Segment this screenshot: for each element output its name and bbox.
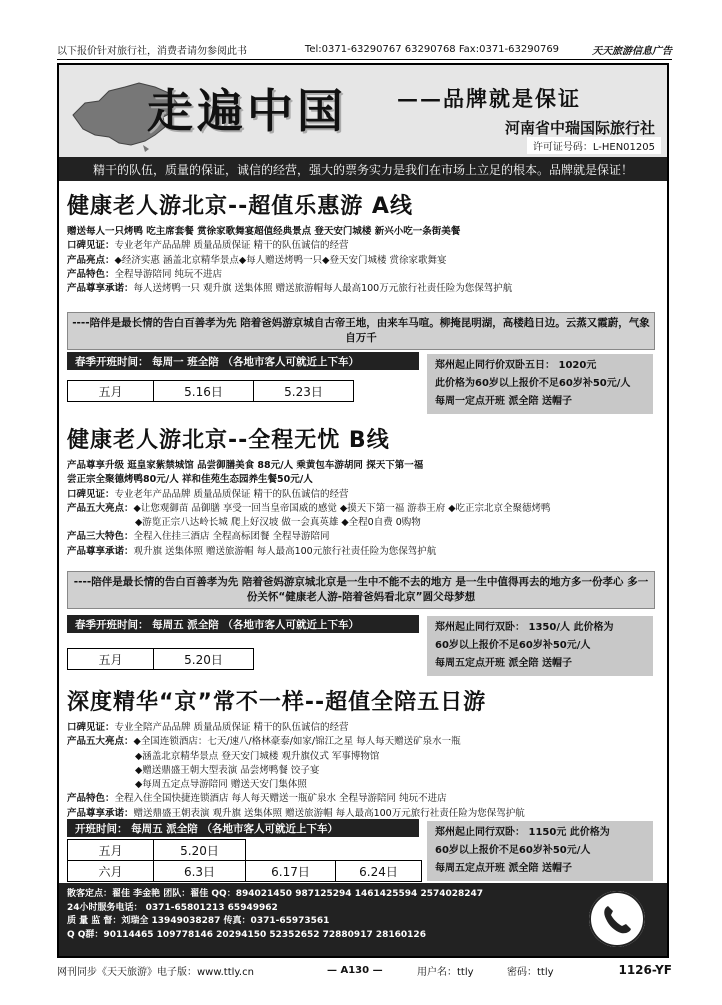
line-c-row: ◆赠送鼎盛王朝大型表演 品尝烤鸭餐 饺子宴 [135,764,320,776]
line-c-row: 产品五大亮点：◆全国连锁酒店：七天/速八/格林豪泰/如家/锦江之星 每人每天赠送矿泉水一瓶 [67,736,461,748]
line-c-row: ◆涵盖北京精华景点 登天安门城楼 观升旗仪式 军事博物馆 [135,750,380,762]
page-number: — A130 — [327,964,383,976]
line-b-info [67,459,657,559]
line-b-price-box: 郑州起止同行双卧： 1350/人 此价格为 60岁以上报价不足60岁补50元/人 每周五定点开班 派全陪 送帽子 [427,616,653,676]
date-cell: 6.17日 [246,861,336,882]
line-c-row: 产品尊享承诺：赠送鼎盛王朝表演 观升旗 送集体照 赠送旅游帽 每人最高100万元旅行社责任险为您保驾护航 [67,807,525,819]
line-a-row: 产品特色：全程导游陪同 纯玩不进店 [67,268,223,280]
top-info-line [57,40,672,60]
slogan: ——品牌就是保证 [397,86,581,111]
date-cell: 5.20日 [154,840,246,861]
header [59,65,667,157]
line-c-title: 深度精华“京”常不一样--超值全陪五日游 [67,690,487,715]
banner: 精干的队伍，质量的保证，诚信的经营，强大的票务实力是我们在市场上立足的根本。品牌就是保证！ [59,157,667,181]
brand-title: 走遍中国 [147,84,347,138]
line-c-row: ◆每周五定点导游陪同 赠送天安门集体照 [135,779,307,791]
agency-notice: 以下报价针对旅行社，消费者请勿参阅此书 [57,46,247,57]
line-a-highlight: 赠送每人一只烤鸭 吃主席套餐 赏徐家歌舞宴超值经典景点 登天安门城楼 新兴小吃一条街美餐 [67,226,461,237]
contact-line: 散客定点：翟佳 李金艳 团队：翟佳 QQ：894021450 987125294 1461425594 2574028247 [67,889,484,899]
line-b-upgrade: 产品尊享升级 逛皇家紫禁城馆 品尝御膳美食 88元/人 乘黄包车游胡同 探天下第一福 [67,460,424,471]
date-cell: 5.16日 [154,381,254,402]
contact-numbers: Tel:0371-63290767 63290768 Fax:0371-63290769 [304,44,560,55]
line-c-date-table [67,839,422,882]
line-c-info [67,721,657,821]
contact-line: 24小时服务电话： 0371-65801213 65949962 [67,902,278,913]
line-b-date-table [67,648,254,670]
line-a-quote: ----陪伴是最长情的告白百善孝为先 陪着爸妈游京城自古帝王地，由来车马喧。柳掩昆明湖，高楼趋日边。云蒸又霞蔚，气象自万千 [67,312,655,350]
ad-label: 天天旅游信息广告 [592,46,672,57]
line-a-row: 产品尊享承诺：每人送烤鸭一只 观升旗 送集体照 赠送旅游帽每人最高100万元旅行社责任险为您保驾护航 [67,283,513,295]
line-a-row: 口碑见证：专业老年产品品牌 质量品质保证 精干的队伍诚信的经营 [67,240,349,252]
contact-line: Q Q群：90114465 109778146 20294150 52352652 72880917 28160126 [67,929,426,940]
username: 用户名：ttly [417,966,474,978]
footer [57,960,672,980]
license-number: 许可证号码：L-HEN01205 [527,137,661,154]
line-b-row: 口碑见证：专业老年产品品牌 质量品质保证 精干的队伍诚信的经营 [67,488,349,500]
contact-panel [59,883,667,956]
line-b-row: ◆游览正宗八达岭长城 爬上好汉坡 做一会真英雄 ◆全程0自费 0购物 [135,517,421,529]
telephone-icon [589,891,645,947]
ad-frame [57,63,669,958]
line-c-row: 口碑见证：专业全陪产品品牌 质量品质保证 精干的队伍诚信的经营 [67,722,349,733]
line-a-price-box: 郑州起止同行价双卧五日： 1020元 此价格为60岁以上报价不足60岁补50元/人 每周一定点开班 派全陪 送帽子 [427,354,653,414]
line-b-schedule: 春季开班时间： 每周五 派全陪 （各地市客人可就近上下车） [67,615,419,633]
line-c-row: 产品特色：全程入住全国快捷连锁酒店 每人每天赠送一瓶矿泉水 全程导游陪同 纯玩不进店 [67,793,447,805]
month-cell: 五月 [68,840,154,861]
date-cell: 5.23日 [254,381,354,402]
line-c-price-box: 郑州起止同行双卧： 1150元 此价格为 60岁以上报价不足60岁补50元/人 每周五定点开班 派全陪 送帽子 [427,821,653,881]
date-cell: 6.3日 [154,861,246,882]
line-b-title: 健康老人游北京--全程无忧 B线 [67,428,390,453]
contact-line: 质 量 监 督：刘瑞全 13949038287 传真：0371-65973561 [67,916,330,926]
line-a-info [67,225,657,296]
website-note: 网刊同步《天天旅游》电子版：www.ttly.cn [57,966,254,978]
date-cell: 5.20日 [154,649,254,670]
date-cell: 6.24日 [336,861,422,882]
line-b-row: 产品尊享承诺：观升旗 送集体照 赠送旅游帽 每人最高100元旅行社责任险为您保驾护航 [67,545,437,557]
line-a-row: 产品亮点：◆经济实惠 涵盖北京精华景点◆每人赠送烤鸭一只◆登天安门城楼 赏徐家歌舞宴 [67,254,447,266]
month-cell: 五月 [68,649,154,670]
line-a-schedule: 春季开班时间： 每周一 班全陪 （各地市客人可就近上下车） [67,352,419,370]
line-c-schedule: 开班时间： 每周五 派全陪 （各地市客人可就近上下车） [67,819,419,837]
line-b-quote: ----陪伴是最长情的告白百善孝为先 陪着爸妈游京城北京是一生中不能不去的地方 是一生中值得再去的地方多一份孝心 多一份关怀“健康老人游-陪着爸妈看北京”圆父母梦想 [67,571,655,609]
line-b-upgrade: 尝正宗全聚德烤鸭80元/人 祥和佳苑生态园养生餐50元/人 [67,474,313,486]
agency-name: 河南省中瑞国际旅行社 [504,119,655,137]
month-cell: 五月 [68,381,154,402]
line-a-date-table [67,380,354,402]
line-a-title: 健康老人游北京--超值乐惠游 A线 [67,194,413,219]
line-b-row: 产品五大亮点：◆让您观御苗 品御膳 享受一回当皇帝国威的感觉 ◆摸天下第一福 游恭王府 ◆吃正宗北京全聚德烤鸭 [67,502,551,514]
password: 密码：ttly [507,966,554,978]
issue-code: 1126-YF [618,963,672,977]
month-cell: 六月 [68,861,154,882]
line-b-row: 产品三大特色：全程入住挂三酒店 全程高标团餐 全程导游陪同 [67,531,330,543]
